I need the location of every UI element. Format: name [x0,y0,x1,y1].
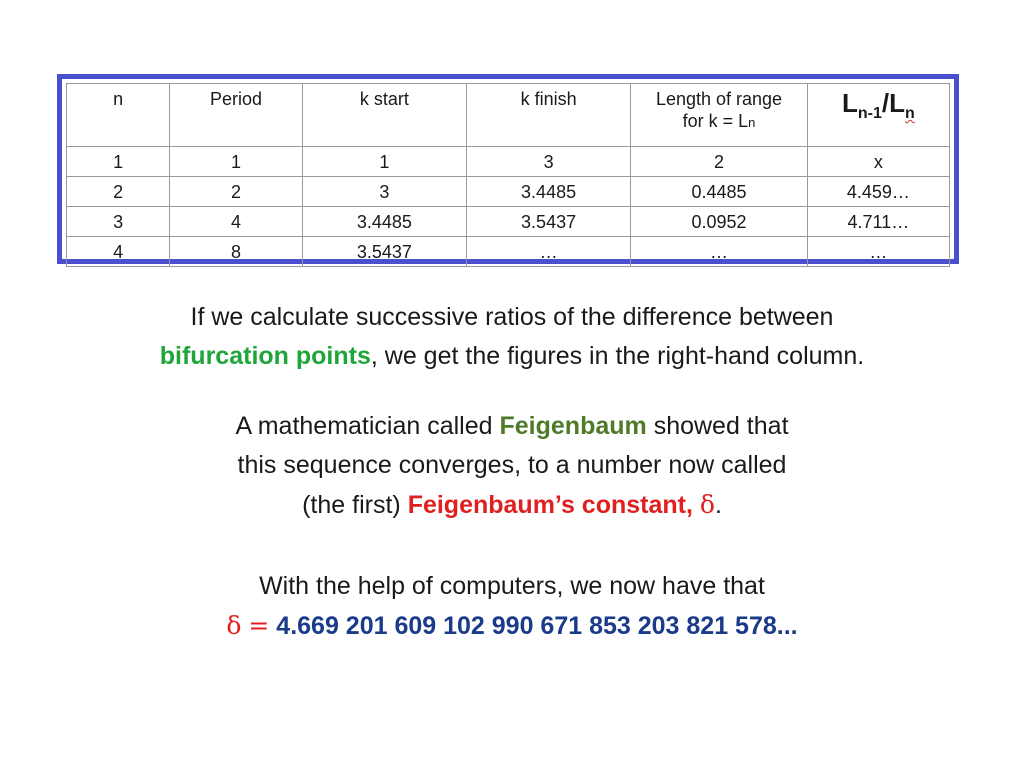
feigenbaum-paragraph [0,407,1024,525]
bifurcation-points-highlight: bifurcation points [159,342,371,370]
table-row [67,237,950,267]
ratio-l2: L [889,88,906,118]
table-row [67,147,950,177]
bifurcation-table [66,83,950,267]
feigenbaum-table-frame [57,74,959,264]
ratio-l1: L [842,88,858,118]
ratios-paragraph [0,298,1024,376]
cell-ratio: x [807,147,949,177]
ratios-line2-rest: , we get the figures in the right-hand column. [370,342,865,370]
cell-n: 3 [67,207,170,237]
feigenbaum-line3-pre: (the first) [302,491,408,519]
cell-k-start: 1 [302,147,466,177]
cell-k-finish: 3 [466,147,630,177]
feigenbaum-line3-post: . [714,491,722,519]
feigenbaum-constant-label: Feigenbaum’s constant, [407,491,700,519]
ratios-line1: If we calculate successive ratios of the difference between [190,303,834,331]
feigenbaum-line2: this sequence converges, to a number now called [237,451,787,479]
cell-ratio: … [807,237,949,267]
table-row [67,207,950,237]
feigenbaum-line1 [0,407,1024,446]
cell-k-finish: … [466,237,630,267]
header-length-line1: Length of range [655,89,783,109]
cell-k-start: 3.5437 [302,237,466,267]
cell-ratio: 4.459… [807,177,949,207]
feigenbaum-name: Feigenbaum [499,412,647,440]
ratio-slash: / [881,88,890,118]
header-k-finish: k finish [466,84,630,147]
cell-period: 4 [170,207,302,237]
cell-length: 0.4485 [631,177,808,207]
cell-n: 2 [67,177,170,207]
cell-length: 2 [631,147,808,177]
header-length-sub: n [748,115,756,130]
cell-period: 2 [170,177,302,207]
cell-length: … [631,237,808,267]
header-length-line2: for k = L [682,111,749,131]
cell-period: 1 [170,147,302,177]
delta-symbol: δ [699,490,715,519]
cell-k-finish: 3.4485 [466,177,630,207]
ratio-sub1: n-1 [857,105,882,123]
computed-value-paragraph [0,567,1024,646]
cell-length: 0.0952 [631,207,808,237]
cell-ratio: 4.711… [807,207,949,237]
feigenbaum-line1-pre: A mathematician called [235,412,500,440]
cell-k-finish: 3.5437 [466,207,630,237]
table-row [67,177,950,207]
cell-n: 4 [67,237,170,267]
header-n: n [67,84,170,147]
cell-k-start: 3.4485 [302,207,466,237]
cell-n: 1 [67,147,170,177]
header-period: Period [170,84,302,147]
header-k-start: k start [302,84,466,147]
ratio-sub2: n [905,105,915,123]
header-length-of-range [631,84,808,147]
feigenbaum-constant-value: 4.669 201 609 102 990 671 853 203 821 578... [276,612,798,640]
delta-equation [0,606,1024,646]
header-ratio [807,84,949,147]
equals-sign: = [248,611,270,640]
cell-k-start: 3 [302,177,466,207]
delta-symbol: δ [226,611,242,640]
computed-line1: With the help of computers, we now have that [259,572,765,600]
ratios-line2 [0,337,1024,376]
feigenbaum-line3 [0,485,1024,525]
feigenbaum-line1-post: showed that [646,412,789,440]
cell-period: 8 [170,237,302,267]
table-header-row [67,84,950,147]
